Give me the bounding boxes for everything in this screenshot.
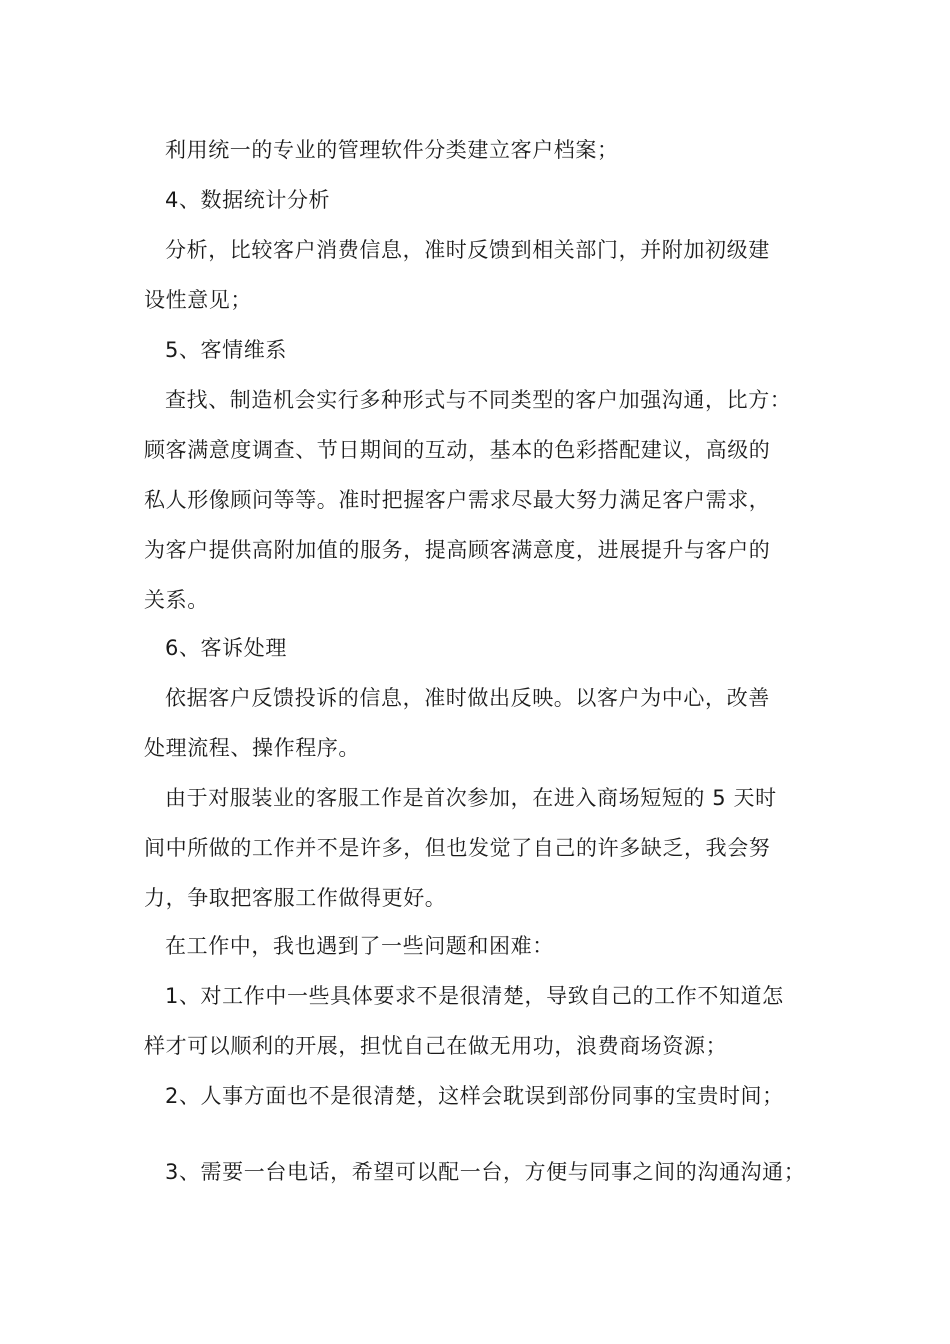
paragraph-line: 依据客户反馈投诉的信息，准时做出反映。以客户为中心，改善 bbox=[165, 686, 770, 710]
list-item-1: 1、对工作中一些具体要求不是很清楚，导致自己的工作不知道怎 bbox=[165, 984, 784, 1008]
paragraph-line: 分析，比较客户消费信息，准时反馈到相关部门，并附加初级建 bbox=[165, 238, 770, 262]
paragraph-line: 查找、制造机会实行多种形式与不同类型的客户加强沟通，比方： bbox=[165, 388, 792, 412]
paragraph-line: 间中所做的工作并不是许多，但也发觉了自己的许多缺乏，我会努 bbox=[144, 836, 771, 860]
list-item-3: 3、需要一台电话，希望可以配一台，方便与同事之间的沟通沟通； bbox=[165, 1160, 806, 1184]
paragraph-line: 私人形像顾问等等。准时把握客户需求尽最大努力满足客户需求， bbox=[144, 488, 771, 512]
paragraph-line: 顾客满意度调查、节日期间的互动，基本的色彩搭配建议，高级的 bbox=[144, 438, 771, 462]
paragraph-line: 处理流程、操作程序。 bbox=[144, 736, 360, 760]
paragraph-line: 力，争取把客服工作做得更好。 bbox=[144, 886, 447, 910]
paragraph-line: 由于对服装业的客服工作是首次参加，在进入商场短短的 5 天时 bbox=[165, 786, 777, 810]
list-item-2: 2、人事方面也不是很清楚，这样会耽误到部份同事的宝贵时间； bbox=[165, 1084, 784, 1108]
paragraph-line: 在工作中，我也遇到了一些问题和困难： bbox=[165, 934, 554, 958]
paragraph-line: 样才可以顺利的开展，担忧自己在做无用功，浪费商场资源； bbox=[144, 1034, 728, 1058]
paragraph-line: 利用统一的专业的管理软件分类建立客户档案； bbox=[165, 138, 619, 162]
paragraph-line: 关系。 bbox=[144, 588, 209, 612]
section-heading-5: 5、客情维系 bbox=[165, 338, 287, 362]
paragraph-line: 设性意见； bbox=[144, 288, 252, 312]
section-heading-4: 4、数据统计分析 bbox=[165, 188, 331, 212]
paragraph-line: 为客户提供高附加值的服务，提高顾客满意度，进展提升与客户的 bbox=[144, 538, 771, 562]
section-heading-6: 6、客诉处理 bbox=[165, 636, 287, 660]
